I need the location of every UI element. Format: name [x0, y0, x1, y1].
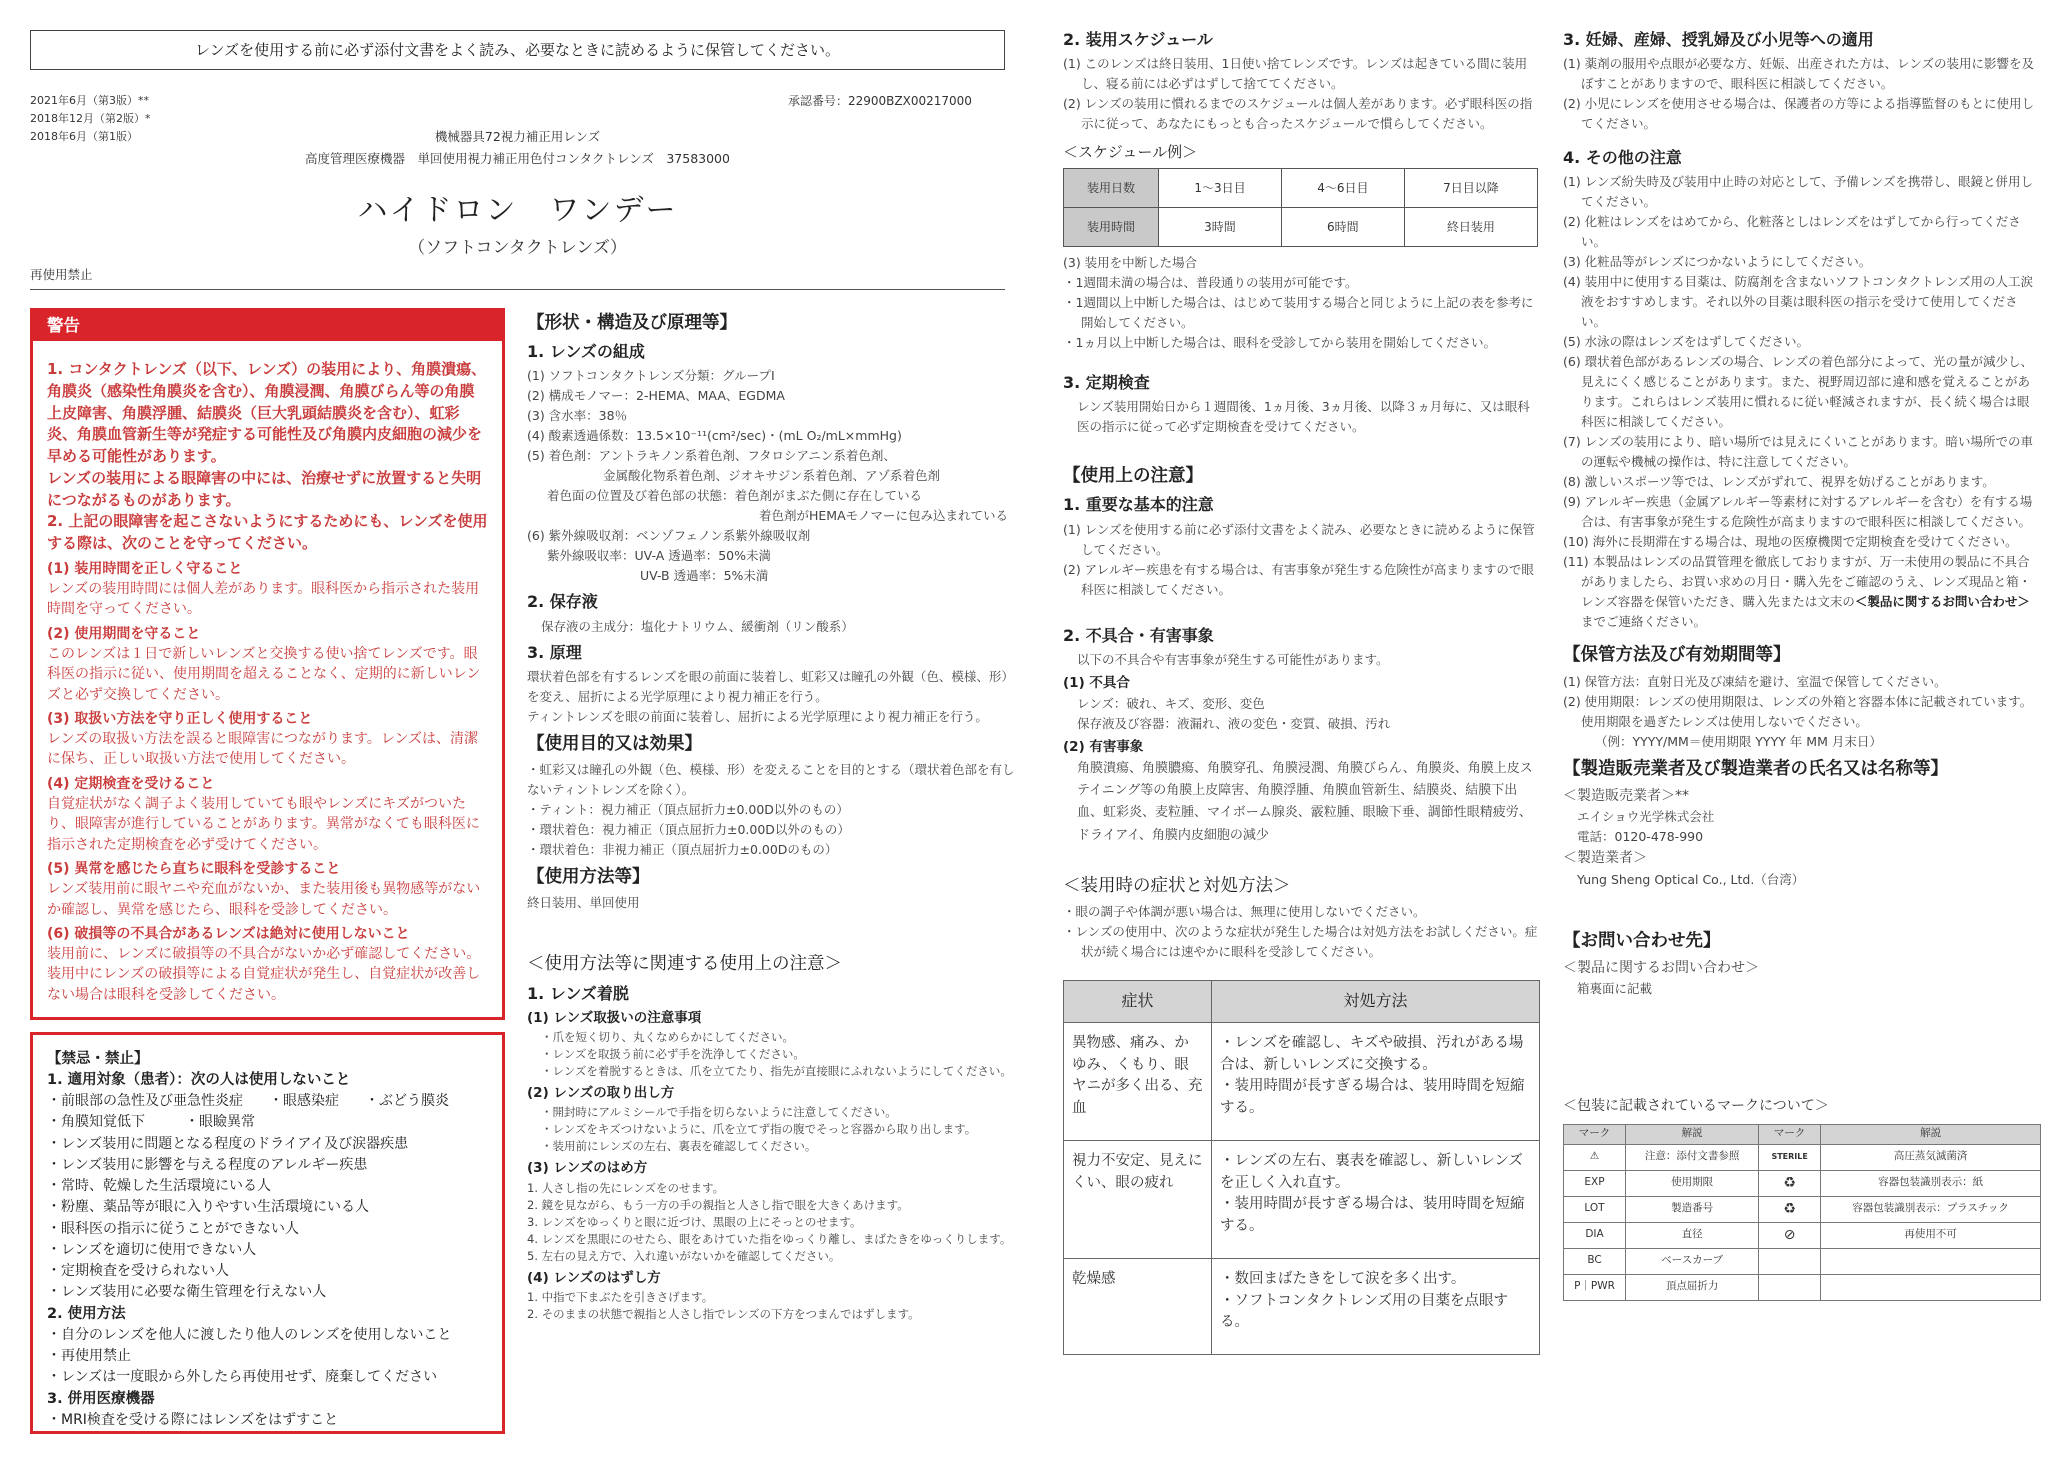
list-item: ・ぶどう膜炎: [365, 1093, 449, 1110]
table-cell: 乾燥感: [1064, 1258, 1212, 1354]
list-item: ・1週間未満の場合は、普段通りの装用が可能です。: [1063, 274, 1358, 290]
stop-title: (3) 装用を中断した場合: [1063, 254, 1198, 270]
warning-item-text: 自覚症状がなく調子よく装用していても眼やレンズにキズがついたり、眼障害が進行していることがあります。異常がなくても眼科医に指示された定期検査を必ず受けてください。: [47, 796, 480, 853]
contraindications-box: [30, 1032, 505, 1434]
schedule-title: 2. 装用スケジュール: [1063, 30, 1213, 49]
contra-s1-row: [47, 1091, 490, 1112]
table-row: [1064, 980, 1540, 1022]
composition-title: 1. レンズの組成: [527, 342, 645, 362]
list-item: (2) 構成モノマー：2-HEMA、MAA、EGDMA: [527, 388, 785, 404]
table-row: [1564, 1248, 2041, 1274]
column-4: [1563, 24, 2041, 1301]
warning-item-text: このレンズは１日で新しいレンズと交換する使い捨てレンズです。眼科医の指示に従い、使用期間を超えることなく、定期的に新しいレンズと必ず交換してください。: [47, 645, 481, 703]
table-cell: 容器包装識別表示：プラスチック: [1821, 1196, 2041, 1222]
contact-title: 【お問い合わせ先】: [1563, 930, 1721, 951]
principle-title: 3. 原理: [527, 642, 582, 662]
expiry-example: （例：YYYY/MM＝使用期限 YYYY 年 MM 月末日）: [1595, 733, 1882, 749]
warning-item-text: 装用前に、レンズに破損等の不具合がないか必ず確認してください。装用中にレンズの破損等による自覚症状が発生し、自覚症状が改善しない場合は眼科を受診してください。: [47, 946, 481, 1003]
list-item: (6) 紫外線吸収剤：ベンゾフェノン系紫外線吸収剤: [527, 528, 811, 544]
table-header: 解説: [1821, 1124, 2041, 1144]
maker-label: ＜製造業者＞: [1563, 850, 1647, 867]
list-item: ・レンズは一度眼から外したら再使用せず、廃棄してください: [47, 1369, 438, 1386]
list-item: ・眼科医の指示に従うことができない人: [47, 1220, 299, 1237]
list-item: UV-B 透過率：5%未満: [640, 568, 769, 584]
table-cell: EXP: [1564, 1170, 1626, 1196]
table-cell: 1〜3日目: [1159, 168, 1282, 207]
list-item: ・眼瞼異常: [185, 1114, 255, 1131]
contra-s2-title: 2. 使用方法: [47, 1305, 126, 1322]
list-item: ・眼の調子や体調が悪い場合は、無理に使用しないでください。: [1063, 903, 1426, 919]
list-item: ・レンズ装用に問題となる程度のドライアイ及び涙器疾患: [47, 1135, 409, 1152]
list-item: (5) 水泳の際はレンズをはずしてください。: [1563, 334, 1809, 350]
list-item: ・レンズを適切に使用できない人: [47, 1241, 257, 1258]
storage-validity-title: 【保管方法及び有効期間等】: [1563, 645, 1791, 666]
list-item: 着色剤がHEMAモノマーに包み込まれている: [759, 508, 1009, 524]
list-item: ・角膜知覚低下: [47, 1114, 145, 1131]
warning-item-heading: (3) 取扱い方法を守り正しく使用すること: [47, 710, 313, 727]
harm-text: 角膜潰瘍、角膜膿瘍、角膜穿孔、角膜浸潤、角膜びらん、角膜炎、角膜上皮ステイニング等の角膜上皮障害、角膜浮腫、角膜血管新生、結膜炎、結膜下出血、虹彩炎、麦粒腫、マイボーム腺炎、霰粒腫、眼瞼下垂、調節性眼精疲労、ドライアイ、角膜内皮細胞の減少: [1077, 761, 1533, 843]
warning-item-text: レンズ装用前に眼ヤニや充血がないか、また装用後も異物感等がないか確認し、異常を感じたら、眼科を受診してください。: [47, 881, 481, 918]
column-2: [527, 306, 1015, 1323]
warning-title: 警告: [33, 311, 502, 341]
list-item: ・レンズを着脱するときは、爪を立てたり、指先が直接眼にふれないようにしてください。: [541, 1064, 1012, 1079]
contra-s1-title: 1. 適用対象（患者）：次の人は使用しないこと: [47, 1072, 351, 1089]
warning-box: [30, 308, 505, 1020]
table-cell: 視力不安定、見えにくい、眼の疲れ: [1064, 1140, 1212, 1258]
recycle-paper-icon: ♻: [1759, 1170, 1821, 1196]
list-item: ・常時、乾燥した生活環境にいる人: [47, 1178, 271, 1195]
table-row: [1564, 1144, 2041, 1170]
table-cell: 製造番号: [1626, 1196, 1759, 1222]
caution-icon: ⚠: [1564, 1144, 1626, 1170]
list-item: 金属酸化物系着色剤、ジオキサジン系着色剤、アゾ系着色剤: [603, 468, 940, 484]
basic-caution-title: 1. 重要な基本的注意: [1063, 495, 1214, 515]
list-item: (5) 着色剤：アントラキノン系着色剤、フタロシアニン系着色剤、: [527, 448, 896, 464]
list-item: (9) アレルギー疾患（金属アレルギー等素材に対するアレルギーを含む）を有する場合は、有害事象が発生する危険性が高まりますので眼科医に相談してください。: [1563, 494, 2033, 530]
list-item: (1) 薬剤の服用や点眼が必要な方、妊娠、出産された方は、レンズの装用に影響を及ぼすことがありますので、眼科医に相談してください。: [1563, 56, 2034, 92]
list-item: ・レンズ装用に必要な衛生管理を行えない人: [47, 1284, 327, 1301]
list-text: までご連絡ください。: [1581, 614, 1707, 630]
contact-text: 箱裏面に記載: [1577, 981, 1653, 997]
warning-item-heading: (2) 使用期間を守ること: [47, 625, 201, 642]
list-item: (10) 海外に長期滞在する場合は、現地の医療機関で定期検査を受けてください。: [1563, 534, 2018, 550]
table-cell: BC: [1564, 1248, 1626, 1274]
exam-text: レンズ装用開始日から１週間後、1ヵ月後、3ヵ月後、以降３ヵ月毎に、又は眼科医の指示に従って必ず定期検査を受けてください。: [1077, 399, 1530, 435]
seller-label: ＜製造販売業者＞**: [1563, 787, 1689, 804]
list-item: 4. レンズを黒眼にのせたら、眼をあけていた指をゆっくり離し、まばたきをゆっくりします。: [527, 1231, 1012, 1246]
list-item: (7) レンズの装用により、暗い場所では見えにくいことがあります。暗い場所での車の運転や機械の操作は、特に注意してください。: [1563, 434, 2033, 470]
list-item: ・開封時にアルミシールで手指を切らないように注意してください。: [541, 1105, 897, 1120]
list-text: ＜製品に関するお問い合わせ＞: [1854, 594, 2030, 610]
table-cell: 3時間: [1159, 207, 1282, 246]
adverse-title: 2. 不具合・有害事象: [1063, 625, 1214, 645]
warning-item-heading: (6) 破損等の不具合があるレンズは絶対に使用しないこと: [47, 925, 410, 942]
table-cell: DIA: [1564, 1222, 1626, 1248]
list-item: (1) レンズを使用する前に必ず添付文書をよく読み、必要なときに読めるように保管してください。: [1063, 521, 1535, 557]
warning-item-heading: (5) 異常を感じたら直ちに眼科を受診すること: [47, 860, 341, 877]
list-item: レンズ：破れ、キズ、変形、変色: [1077, 696, 1265, 711]
list-item: (1) 保管方法：直射日光及び凍結を避け、室温で保管してください。: [1563, 673, 1947, 689]
list-item: (8) 激しいスポーツ等では、レンズがずれて、視界を妨げることがあります。: [1563, 474, 1995, 490]
warning-item-text: レンズの装用時間には個人差があります。眼科医から指示された装用時間を守ってください。: [47, 581, 480, 618]
list-item: ・装用前にレンズの左右、裏表を確認してください。: [541, 1139, 817, 1154]
table-cell: 4〜6日目: [1281, 168, 1404, 207]
list-item: ・定期検査を受けられない人: [47, 1263, 229, 1280]
table-cell: 異物感、痛み、かゆみ、くもり、眼ヤニが多く出る、充血: [1064, 1022, 1212, 1140]
table-header: 解説: [1626, 1124, 1759, 1144]
table-row: [1064, 1022, 1540, 1140]
list-item: (4) 酸素透過係数：13.5×10⁻¹¹(cm²/sec)・(mL O₂/mL×mmHg): [527, 428, 902, 444]
usage-notice: レンズを使用する前に必ず添付文書をよく読み、必要なときに読めるように保管してください。: [30, 30, 1005, 70]
list-item: ・1ヵ月以上中断した場合は、眼科を受診してから装用を開始してください。: [1063, 334, 1496, 350]
list-item: ・前眼部の急性及び亜急性炎症: [47, 1093, 243, 1110]
list-item: (3) 化粧品等がレンズにつかないようにしてください。: [1563, 254, 1872, 270]
list-item: 保存液及び容器：液漏れ、液の変色・変質、破損、汚れ: [1077, 716, 1391, 731]
table-cell: 容器包装識別表示：紙: [1821, 1170, 2041, 1196]
table-cell: ・レンズの左右、裏表を確認し、新しいレンズを正しく入れ直す。 ・装用時間が長すぎる場合は、装用時間を短縮する。: [1212, 1140, 1540, 1258]
table-row: [1064, 168, 1538, 207]
list-item: (2) アレルギー疾患を有する場合は、有害事象が発生する危険性が高まりますので眼科医に相談してください。: [1063, 561, 1534, 597]
table-row: [1064, 207, 1538, 246]
list-item: ・レンズ装用に影響を与える程度のアレルギー疾患: [47, 1156, 368, 1173]
caution-title: 【使用上の注意】: [1063, 466, 1203, 487]
table-cell: [1821, 1248, 2041, 1274]
list-item: ・再使用禁止: [47, 1347, 131, 1364]
table-row: [1564, 1196, 2041, 1222]
device-category: 高度管理医療機器 単回使用視力補正用色付コンタクトレンズ 37583000: [305, 151, 730, 166]
exam-title: 3. 定期検査: [1063, 372, 1150, 392]
list-item: (1) このレンズは終日装用、1日使い捨てレンズです。レンズは起きている間に装用し、寝る前には必ずはずして捨ててください。: [1063, 56, 1528, 92]
shape-title: 【形状・構造及び原理等】: [527, 313, 737, 333]
list-item: 1. 中指で下まぶたを引きさげます。: [527, 1289, 714, 1304]
harm-title: (2) 有害事象: [1063, 739, 1144, 755]
list-item: 着色面の位置及び着色部の状態：着色剤がまぶた側に存在している: [547, 488, 923, 504]
maker-name: Yung Sheng Optical Co., Ltd.（台湾）: [1577, 871, 1805, 887]
edition-1: 2018年6月（第1版）: [30, 130, 138, 144]
list-item: ・レンズの使用中、次のような症状が発生した場合は対処方法をお試しください。症状が続く場合には速やかに眼科を受診してください。: [1063, 923, 1538, 959]
table-cell: ・レンズを確認し、キズや破損、汚れがある場合は、新しいレンズに交換する。 ・装用時間が長すぎる場合は、装用時間を短縮する。: [1212, 1022, 1540, 1140]
list-item: 3. レンズをゆっくりと眼に近づけ、黒眼の上にそっとのせます。: [527, 1214, 862, 1229]
table-cell: [1759, 1248, 1821, 1274]
contra-s3-title: 3. 併用医療機器: [47, 1390, 155, 1407]
symptom-title: ＜装用時の症状と対処方法＞: [1063, 875, 1291, 896]
adverse-intro: 以下の不具合や有害事象が発生する可能性があります。: [1077, 651, 1389, 667]
warning-body: [33, 341, 502, 1005]
maker-title: 【製造販売業者及び製造業者の氏名又は名称等】: [1563, 758, 1948, 779]
storage-text: 保存液の主成分：塩化ナトリウム、緩衝剤（リン酸系）: [541, 618, 854, 634]
no-reuse-icon: ⊘: [1759, 1222, 1821, 1248]
list-item: (2) レンズの装用に慣れるまでのスケジュールは個人差があります。必ず眼科医の指示に従って、あなたにもっとも合ったスケジュールで慣らしてください。: [1063, 96, 1533, 132]
list-item: ・ティント：視力補正（頂点屈折力±0.00D以外のもの）: [527, 802, 849, 818]
handling-sub-title: (1) レンズ取扱いの注意事項: [527, 1009, 702, 1026]
schedule-example-title: ＜スケジュール例＞: [1063, 143, 1198, 162]
marks-title: ＜包装に記載されているマークについて＞: [1563, 1098, 1829, 1115]
edition-2: 2018年12月（第2版）*: [30, 112, 151, 126]
list-item: [1563, 552, 2041, 632]
table-cell: 注意：添付文書参照: [1626, 1144, 1759, 1170]
warning-item-text: レンズの取扱い方法を誤ると眼障害につながります。レンズは、清潔に保ち、正しい取扱い方法で使用してください。: [47, 731, 479, 768]
list-item: ・粉塵、薬品等が眼に入りやすい生活環境にいる人: [47, 1199, 369, 1216]
table-cell: 装用時間: [1064, 207, 1159, 246]
product-title: ハイドロン ワンデー: [357, 193, 678, 228]
list-item: ・自分のレンズを他人に渡したり他人のレンズを使用しないこと: [47, 1326, 452, 1343]
contra-s1-row: [47, 1112, 490, 1133]
table-cell: ・数回まばたきをして涙を多く出す。 ・ソフトコンタクトレンズ用の目薬を点眼する。: [1212, 1258, 1540, 1354]
marks-table: [1563, 1124, 2041, 1301]
table-cell: 装用日数: [1064, 168, 1159, 207]
list-item: (2) 使用期限：レンズの使用期限は、レンズの外箱と容器本体に記載されています。使用期限を過ぎたレンズは使用しないでください。: [1563, 693, 2033, 729]
reuse-prohibited: 再使用禁止: [30, 267, 93, 282]
column-3: [1063, 24, 1538, 1355]
storage-title: 2. 保存液: [527, 592, 598, 612]
table-header: マーク: [1759, 1124, 1821, 1144]
principle-text: 環状着色部を有するレンズを眼の前面に装着し、虹彩又は瞳孔の外観（色、模様、形）を変え、屈折による光学原理により視力補正を行う。: [527, 668, 1014, 704]
sterile-icon: STERILE: [1759, 1144, 1821, 1170]
table-cell: P｜PWR: [1564, 1274, 1626, 1300]
header-divider: [30, 289, 1005, 290]
table-row: [1564, 1124, 2041, 1144]
list-item: ・レンズを取扱う前に必ず手を洗浄してください。: [541, 1047, 805, 1062]
list-item: (2) 小児にレンズを使用させる場合は、保護者の方等による指導監督のもとに使用してください。: [1563, 96, 2034, 132]
other-title: 4. その他の注意: [1563, 148, 1682, 168]
table-cell: 終日装用: [1404, 207, 1537, 246]
warning-p3: 2. 上記の眼障害を起こさないようにするためにも、レンズを使用する際は、次のことを守ってください。: [47, 512, 488, 552]
table-cell: 使用期限: [1626, 1170, 1759, 1196]
recycle-plastic-icon: ♻: [1759, 1196, 1821, 1222]
table-cell: 再使用不可: [1821, 1222, 2041, 1248]
list-item: ・1週間以上中断した場合は、はじめて装用する場合と同じように上記の表を参考に開始してください。: [1063, 294, 1534, 330]
table-cell: [1759, 1274, 1821, 1300]
list-item: ・爪を短く切り、丸くなめらかにしてください。: [541, 1030, 794, 1044]
warning-p2: レンズの装用による眼障害の中には、治療せずに放置すると失明につながるものがあります。: [47, 468, 482, 509]
contact-label: ＜製品に関するお問い合わせ＞: [1563, 959, 1759, 976]
list-item: 1. 人さし指の先にレンズをのせます。: [527, 1180, 725, 1195]
handling-title: 1. レンズ着脱: [527, 983, 629, 1003]
list-item: ・環状着色：非視力補正（頂点屈折力±0.00Dのもの）: [527, 842, 838, 858]
table-cell: 頂点屈折力: [1626, 1274, 1759, 1300]
table-header: 対処方法: [1212, 980, 1540, 1022]
handling-sub-title: (2) レンズの取り出し方: [527, 1085, 675, 1102]
pregnancy-title: 3. 妊婦、産婦、授乳婦及び小児等への適用: [1563, 30, 1874, 49]
approval-number: 承認番号：22900BZX00217000: [788, 94, 972, 108]
list-item: (1) レンズ紛失時及び装用中止時の対応として、予備レンズを携帯し、眼鏡と併用してください。: [1563, 174, 2034, 210]
table-cell: 直径: [1626, 1222, 1759, 1248]
seller-name: エイショウ光学株式会社: [1577, 809, 1715, 825]
list-item: ・虹彩又は瞳孔の外観（色、模様、形）を変えることを目的とする（環状着色部を有しないティントレンズを除く）。: [527, 762, 1015, 798]
table-header: 症状: [1064, 980, 1212, 1022]
purpose-title: 【使用目的又は効果】: [527, 733, 702, 754]
handling-sub-title: (4) レンズのはずし方: [527, 1269, 661, 1286]
schedule-table: [1063, 168, 1538, 247]
principle-text: ティントレンズを眼の前面に装着し、屈折による光学原理により視力補正を行う。: [527, 708, 988, 724]
list-item: (2) 化粧はレンズをはめてから、化粧落としはレンズをはずしてから行ってください。: [1563, 214, 2021, 250]
warning-item-heading: (4) 定期検査を受けること: [47, 775, 215, 792]
table-row: [1564, 1274, 2041, 1300]
malfunction-title: (1) 不具合: [1063, 674, 1130, 691]
method-text: 終日装用、単回使用: [527, 895, 640, 911]
list-item: (3) 含水率：38％: [527, 408, 628, 424]
table-row: [1564, 1222, 2041, 1248]
list-item: 2. 鏡を見ながら、もう一方の手の親指と人さし指で眼を大きくあけます。: [527, 1197, 909, 1212]
table-row: [1064, 1258, 1540, 1354]
symptom-table: [1063, 980, 1540, 1355]
table-header: マーク: [1564, 1124, 1626, 1144]
list-text: (11) 本製品はレンズの品質管理を徹底しておりますが、万一未使用の製品に不具合がありましたら、お買い求めの月日・購入先をご確認のうえ、レンズ現品と箱・レンズ容器を保管いただき、購入先または文末の: [1563, 554, 2032, 610]
table-row: [1064, 1140, 1540, 1258]
list-item: ・眼感染症: [269, 1093, 339, 1110]
table-cell: [1821, 1274, 2041, 1300]
method-title: 【使用方法等】: [527, 867, 650, 888]
warning-p1: 1. コンタクトレンズ（以下、レンズ）の装用により、角膜潰瘍、角膜炎（感染性角膜炎を含む）、角膜浸潤、角膜びらん等の角膜上皮障害、角膜浮腫、結膜炎（巨大乳頭結膜炎を含む）、虹彩炎、角膜血管新生等が発症する可能性及び角膜内皮細胞の減少を早める可能性があります。: [47, 360, 487, 465]
list-item: 5. 左右の見え方で、入れ違いがないかを確認してください。: [527, 1248, 841, 1263]
table-cell: ベースカーブ: [1626, 1248, 1759, 1274]
table-cell: LOT: [1564, 1196, 1626, 1222]
table-cell: 高圧蒸気滅菌済: [1821, 1144, 2041, 1170]
device-class: 機械器具72視力補正用レンズ: [434, 129, 601, 144]
related-caution-title: ＜使用方法等に関連する使用上の注意＞: [527, 954, 842, 975]
edition-3: 2021年6月（第3版）**: [30, 94, 149, 107]
list-item: (1) ソフトコンタクトレンズ分類：グループⅠ: [527, 368, 775, 384]
list-item: (4) 装用中に使用する目薬は、防腐剤を含まないソフトコンタクトレンズ用の人工涙液をおすすめします。それ以外の目薬は眼科医の指示を受けて使用してください。: [1563, 274, 2033, 330]
warning-item-heading: (1) 装用時間を正しく守ること: [47, 560, 243, 577]
product-subtitle: （ソフトコンタクトレンズ）: [408, 238, 627, 258]
table-cell: 7日目以降: [1404, 168, 1537, 207]
table-row: [1564, 1170, 2041, 1196]
list-item: (6) 環状着色部があるレンズの場合、レンズの着色部分によって、光の量が減少し、見えにくく感じることがあります。また、視野周辺部に違和感を覚えることがあります。これらはレンズ装用に慣れるに従い軽減されますが、長く続く場合は眼科医に相談してください。: [1563, 354, 2034, 430]
list-item: ・MRI検査を受ける際にはレンズをはずすこと: [47, 1411, 339, 1428]
list-item: 2. そのままの状態で親指と人さし指でレンズの下方をつまんではずします。: [527, 1306, 920, 1321]
handling-sub-title: (3) レンズのはめ方: [527, 1160, 648, 1177]
list-item: ・環状着色：視力補正（頂点屈折力±0.00D以外のもの）: [527, 822, 850, 838]
list-item: ・レンズをキズつけないように、爪を立てず指の腹でそっと容器から取り出します。: [541, 1122, 977, 1137]
seller-phone: 電話：0120-478-990: [1577, 829, 1704, 845]
contra-title: 【禁忌・禁止】: [47, 1051, 149, 1067]
table-cell: 6時間: [1281, 207, 1404, 246]
list-item: 紫外線吸収率：UV-A 透過率：50%未満: [547, 548, 772, 564]
